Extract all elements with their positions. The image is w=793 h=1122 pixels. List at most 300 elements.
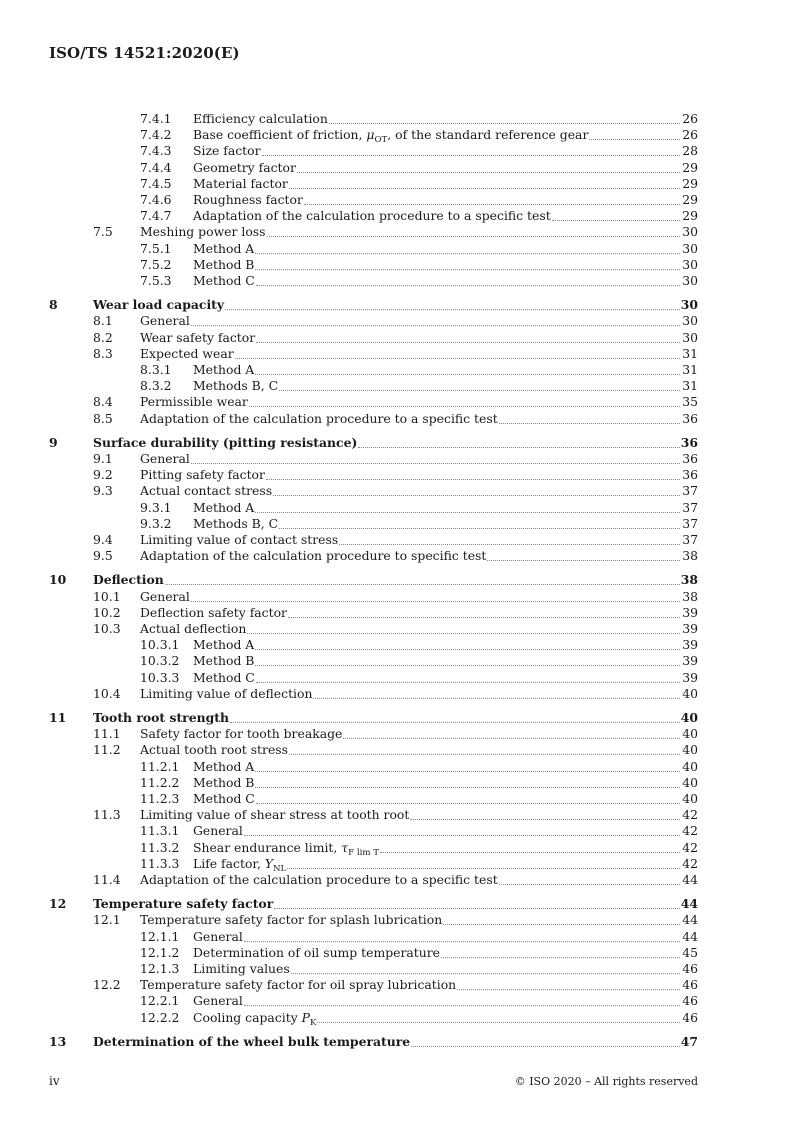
toc-entry-page: 30 [682, 240, 698, 256]
toc-entry-page: 37 [682, 483, 698, 499]
toc-clause-entry[interactable] [0, 572, 793, 588]
toc-entry-number: 10.1 [93, 588, 121, 604]
subscript-text: F lim T [348, 847, 379, 858]
toc-entry-title [140, 483, 272, 499]
toc-entry-page: 36 [682, 451, 698, 466]
toc-entry-title [140, 605, 287, 621]
toc-dot-leader [380, 851, 680, 853]
title-text: Method A [193, 240, 255, 256]
toc-entry-page: 39 [682, 669, 698, 685]
toc-entry-number: 7.4.6 [140, 192, 172, 207]
toc-entry-number: 7.4.7 [140, 208, 172, 224]
toc-entry-page: 30 [682, 313, 698, 329]
copyright-notice: © ISO 2020 – All rights reserved [514, 1075, 698, 1088]
symbol-text: τ [341, 839, 349, 855]
title-text: Determination of oil sump temperature [193, 944, 441, 960]
title-text: Pitting safety factor [140, 467, 265, 483]
title-text: General [140, 588, 190, 604]
toc-entry[interactable] [0, 993, 793, 1009]
toc-entry[interactable] [0, 856, 793, 872]
toc-dot-leader [191, 600, 680, 602]
title-text: Size factor [193, 143, 261, 159]
title-text: Temperature safety factor for oil spray lubrication [140, 977, 457, 993]
toc-dot-leader [313, 697, 680, 699]
toc-entry[interactable] [0, 872, 793, 888]
title-text: General [193, 823, 243, 839]
toc-entry-number: 10.4 [93, 685, 121, 701]
toc-entry-page: 35 [682, 394, 698, 410]
title-text: Shear endurance limit, [193, 839, 342, 855]
toc-entry-number: 9.2 [93, 467, 113, 483]
toc-entry-number: 9.3.2 [140, 515, 172, 531]
toc-entry-page: 31 [682, 362, 698, 377]
symbol-text: P [301, 1009, 310, 1025]
toc-entry-number: 8.2 [93, 329, 113, 345]
toc-entry[interactable] [0, 111, 793, 127]
title-text: Limiting value of deflection [140, 685, 313, 701]
title-text: General [193, 993, 243, 1009]
toc-entry[interactable] [0, 516, 793, 532]
toc-dot-leader [457, 988, 680, 990]
toc-entry[interactable] [0, 670, 793, 686]
toc-entry-number: 8.3 [93, 345, 113, 361]
toc-dot-leader [441, 956, 680, 958]
toc-dot-leader [225, 308, 680, 310]
toc-entry-page: 44 [682, 912, 698, 928]
toc-clause-entry[interactable] [0, 435, 793, 451]
title-text: Base coefficient of friction, [193, 127, 367, 143]
toc-entry-title [93, 297, 224, 313]
toc-entry-title [193, 160, 296, 176]
toc-entry-page: 42 [682, 807, 698, 823]
toc-entry-title [193, 993, 243, 1009]
toc-entry-number: 9.3.1 [140, 499, 172, 515]
toc-entry[interactable] [0, 945, 793, 961]
toc-entry-number: 11.2 [93, 742, 121, 758]
toc-entry-title [193, 208, 551, 224]
title-text: Permissible wear [140, 394, 248, 410]
toc-entry[interactable] [0, 143, 793, 159]
toc-entry-title [140, 394, 248, 410]
toc-entry-page: 42 [682, 839, 698, 855]
toc-entry-page: 40 [682, 685, 698, 701]
title-text: Method B [193, 653, 255, 669]
toc-entry[interactable] [0, 346, 793, 362]
toc-entry-number: 12.1.1 [140, 928, 180, 944]
toc-entry[interactable] [0, 362, 793, 378]
toc-dot-leader [289, 187, 680, 189]
toc-dot-leader [255, 511, 680, 513]
toc-entry-page: 28 [682, 143, 698, 159]
toc-dot-leader [244, 1004, 680, 1006]
toc-entry[interactable] [0, 1010, 793, 1026]
toc-entry-page: 42 [682, 855, 698, 871]
toc-entry-number: 11.1 [93, 726, 121, 742]
toc-entry-page: 46 [682, 977, 698, 993]
toc-entry[interactable] [0, 257, 793, 273]
toc-clause-entry[interactable] [0, 710, 793, 726]
toc-dot-leader [255, 648, 680, 650]
toc-entry-title [193, 653, 254, 669]
title-text: Safety factor for tooth breakage [140, 726, 343, 742]
toc-entry-number: 7.4.3 [140, 143, 172, 159]
title-text: Material factor [193, 175, 288, 191]
toc-entry-page: 29 [682, 159, 698, 175]
toc-clause-entry[interactable] [0, 297, 793, 313]
toc-entry-title [193, 823, 243, 839]
toc-entry-number: 10.3.1 [140, 637, 180, 653]
toc-entry-number: 12.2.2 [140, 1009, 180, 1025]
toc-entry-page: 31 [682, 378, 698, 394]
toc-entry-title [193, 945, 440, 961]
toc-entry-number: 11.2.2 [140, 774, 180, 790]
toc-entry[interactable] [0, 775, 793, 791]
title-text: Temperature safety factor [93, 896, 274, 912]
title-text: Expected wear [140, 345, 234, 361]
toc-dot-leader [499, 883, 680, 885]
toc-entry-title [193, 516, 278, 532]
toc-dot-leader [256, 284, 680, 286]
title-text: General [193, 928, 243, 944]
toc-entry-title [193, 759, 254, 775]
toc-entry-title [140, 224, 266, 240]
toc-dot-leader [247, 632, 680, 634]
toc-entry[interactable] [0, 929, 793, 945]
toc-entry-page: 40 [682, 726, 698, 742]
toc-entry-title [140, 548, 486, 564]
toc-entry[interactable] [0, 977, 793, 993]
toc-entry-page: 30 [682, 256, 698, 272]
toc-entry-number: 11.2.1 [140, 758, 180, 774]
toc-entry-number: 9.3 [93, 483, 113, 499]
toc-entry-page: 44 [682, 872, 698, 887]
toc-entry-page: 40 [682, 774, 698, 790]
toc-entry-title [193, 241, 254, 257]
toc-dot-leader [274, 907, 680, 909]
toc-entry-title [193, 111, 328, 127]
toc-entry-number: 8.4 [93, 394, 113, 410]
toc-entry-page: 38 [682, 588, 698, 604]
toc-entry-title [140, 742, 288, 758]
toc-entry-page: 39 [682, 637, 698, 653]
toc-entry-number: 11.3.3 [140, 855, 180, 871]
toc-entry-title [140, 532, 338, 548]
title-text: Surface durability (pitting resistance) [93, 434, 358, 450]
toc-entry[interactable] [0, 605, 793, 621]
title-text: Limiting values [193, 961, 290, 976]
title-text: Methods B, C [193, 378, 279, 394]
toc-dot-leader [279, 389, 680, 391]
toc-entry-title [193, 775, 254, 791]
toc-entry-number: 7.5.1 [140, 240, 172, 256]
toc-entry-page: 36 [680, 434, 698, 450]
toc-entry[interactable] [0, 726, 793, 742]
toc-entry-number: 9.1 [93, 451, 113, 466]
toc-entry-number: 12.1 [93, 912, 121, 928]
title-text: Adaptation of the calculation procedure to a specific test [140, 410, 498, 426]
toc-entry-number: 12.1.2 [140, 944, 180, 960]
title-text: General [140, 313, 190, 329]
toc-dot-leader [244, 834, 680, 836]
toc-entry[interactable] [0, 961, 793, 977]
toc-dot-leader [267, 235, 680, 237]
title-text: , of the standard reference gear [387, 127, 589, 143]
toc-entry-page: 29 [682, 175, 698, 191]
toc-entry[interactable] [0, 467, 793, 483]
toc-dot-leader [499, 422, 680, 424]
toc-dot-leader [443, 923, 680, 925]
toc-entry-number: 11 [49, 710, 67, 725]
title-text: Methods B, C [193, 515, 279, 531]
toc-entry-page: 40 [680, 710, 698, 725]
toc-dot-leader [165, 583, 680, 585]
toc-entry-title [140, 912, 442, 928]
subscript-text: OT [374, 135, 388, 146]
toc-entry-number: 10.3 [93, 621, 121, 636]
toc-entry[interactable] [0, 686, 793, 702]
toc-entry-number: 7.4.2 [140, 127, 172, 143]
title-text: Wear safety factor [140, 329, 256, 345]
toc-entry[interactable] [0, 483, 793, 499]
toc-entry[interactable] [0, 532, 793, 548]
title-text: Adaptation of the calculation procedure to specific test [140, 548, 487, 564]
toc-entry-page: 46 [682, 961, 698, 976]
toc-entry-number: 11.3.2 [140, 839, 180, 855]
toc-entry-number: 11.4 [93, 872, 121, 887]
toc-entry-title [140, 451, 190, 467]
toc-entry-title [193, 670, 255, 686]
symbol-text: μ [366, 127, 375, 143]
toc-entry-page: 30 [682, 224, 698, 240]
toc-entry-number: 9.5 [93, 548, 113, 564]
toc-dot-leader [411, 1045, 680, 1047]
toc-entry-page: 37 [682, 532, 698, 547]
toc-entry-title [193, 176, 288, 192]
toc-entry-number: 8.5 [93, 410, 113, 426]
toc-entry-page: 40 [682, 742, 698, 758]
toc-entry[interactable] [0, 791, 793, 807]
toc-entry-title [93, 572, 164, 588]
toc-entry-page: 39 [682, 621, 698, 636]
toc-dot-leader [552, 219, 680, 221]
toc-entry-title [140, 411, 498, 427]
toc-entry-title [93, 710, 229, 726]
toc-entry-number: 10.2 [93, 604, 121, 620]
title-text: Method C [193, 669, 255, 685]
toc-dot-leader [329, 122, 680, 124]
title-text: Tooth root strength [93, 710, 229, 725]
toc-entry-number: 8.3.1 [140, 362, 172, 377]
toc-entry-page: 39 [682, 604, 698, 620]
toc-entry-title [193, 362, 254, 378]
toc-dot-leader [249, 405, 680, 407]
toc-entry[interactable] [0, 273, 793, 289]
toc-dot-leader [291, 972, 680, 974]
title-text: Method A [193, 362, 255, 377]
title-text: Adaptation of the calculation procedure to a specific test [140, 872, 498, 887]
toc-entry[interactable] [0, 127, 793, 146]
toc-entry-page: 37 [682, 499, 698, 515]
toc-entry-title [140, 686, 312, 702]
toc-entry[interactable] [0, 621, 793, 637]
toc-entry-title [140, 589, 190, 605]
toc-entry[interactable] [0, 411, 793, 427]
toc-entry-number: 13 [49, 1033, 67, 1049]
toc-entry-page: 45 [682, 944, 698, 960]
title-text: Temperature safety factor for splash lubrication [140, 912, 443, 928]
title-text: Determination of the wheel bulk temperature [93, 1033, 411, 1049]
toc-entry[interactable] [0, 451, 793, 467]
title-text: Method C [193, 273, 255, 288]
toc-entry-title [193, 500, 254, 516]
toc-entry-page: 36 [682, 410, 698, 426]
toc-entry-page: 26 [682, 111, 698, 126]
toc-entry-page: 29 [682, 192, 698, 207]
toc-entry-page: 38 [682, 548, 698, 564]
toc-dot-leader [255, 373, 680, 375]
toc-entry[interactable] [0, 176, 793, 192]
toc-entry-title [193, 257, 254, 273]
title-text: Deflection [93, 572, 164, 588]
toc-dot-leader [256, 681, 680, 683]
toc-entry-number: 9 [49, 434, 58, 450]
toc-entry-number: 7.4.5 [140, 175, 172, 191]
toc-entry-page: 26 [682, 127, 698, 143]
title-text: Method B [193, 774, 255, 790]
toc-entry-number: 7.4.4 [140, 159, 172, 175]
toc-entry-page: 39 [682, 653, 698, 669]
toc-entry-number: 9.4 [93, 532, 113, 547]
title-text: Method C [193, 791, 255, 806]
title-text: Roughness factor [193, 192, 303, 207]
toc-entry-title [193, 143, 261, 159]
toc-entry[interactable] [0, 500, 793, 516]
toc-dot-leader [273, 494, 680, 496]
toc-entry[interactable] [0, 807, 793, 823]
toc-entry[interactable] [0, 840, 793, 856]
toc-entry-title [193, 273, 255, 289]
toc-entry[interactable] [0, 224, 793, 240]
toc-dot-leader [255, 268, 680, 270]
toc-entry-number: 11.3 [93, 807, 121, 823]
toc-entry-title [140, 467, 265, 483]
toc-entry-number: 11.3.1 [140, 823, 180, 839]
toc-entry[interactable] [0, 241, 793, 257]
toc-entry-page: 44 [680, 896, 698, 912]
toc-entry[interactable] [0, 742, 793, 758]
title-text: Actual tooth root stress [140, 742, 289, 758]
toc-entry[interactable] [0, 394, 793, 410]
toc-entry-page: 42 [682, 823, 698, 839]
toc-entry-number: 8 [49, 297, 58, 313]
toc-clause-entry[interactable] [0, 896, 793, 912]
toc-entry-title [140, 872, 498, 888]
toc-entry-page: 46 [682, 1009, 698, 1025]
title-text: Limiting value of shear stress at tooth root [140, 807, 410, 823]
title-text: Life factor, [193, 855, 265, 871]
symbol-text: Y [264, 855, 274, 871]
toc-entry[interactable] [0, 192, 793, 208]
toc-entry[interactable] [0, 160, 793, 176]
toc-dot-leader [297, 171, 680, 173]
title-text: Adaptation of the calculation procedure to a specific test [193, 208, 551, 224]
toc-entry-page: 31 [682, 345, 698, 361]
toc-entry[interactable] [0, 548, 793, 564]
toc-dot-leader [262, 154, 680, 156]
subscript-text: K [310, 1017, 317, 1028]
toc-entry-title [140, 621, 246, 637]
toc-entry-page: 44 [682, 928, 698, 944]
toc-dot-leader [339, 543, 680, 545]
title-text: Limiting value of contact stress [140, 532, 339, 547]
toc-entry-number: 7.5.2 [140, 256, 172, 272]
toc-entry-title [193, 192, 303, 208]
title-text: Method A [193, 758, 255, 774]
toc-entry-page: 40 [682, 791, 698, 806]
toc-dot-leader [343, 737, 680, 739]
toc-entry-page: 30 [682, 329, 698, 345]
toc-entry[interactable] [0, 208, 793, 224]
title-text: Actual deflection [140, 621, 247, 636]
toc-dot-leader [235, 357, 680, 359]
toc-dot-leader [410, 818, 680, 820]
toc-entry[interactable] [0, 912, 793, 928]
toc-entry[interactable] [0, 313, 793, 329]
toc-dot-leader [255, 252, 680, 254]
toc-entry-number: 7.4.1 [140, 111, 172, 126]
toc-dot-leader [304, 203, 680, 205]
toc-dot-leader [287, 867, 680, 869]
toc-entry-number: 11.2.3 [140, 791, 180, 806]
toc-entry[interactable] [0, 759, 793, 775]
toc-dot-leader [255, 664, 680, 666]
toc-dot-leader [255, 770, 680, 772]
toc-dot-leader [358, 446, 680, 448]
document-header: ISO/TS 14521:2020(E) [49, 44, 240, 62]
toc-dot-leader [230, 721, 680, 723]
toc-entry[interactable] [0, 378, 793, 394]
toc-entry-number: 7.5 [93, 224, 113, 240]
toc-entry[interactable] [0, 637, 793, 653]
title-text: Cooling capacity [193, 1009, 302, 1025]
toc-entry-page: 38 [680, 572, 698, 588]
toc-entry-number: 12.1.3 [140, 961, 180, 976]
title-text: Wear load capacity [93, 297, 225, 313]
toc-entry[interactable] [0, 823, 793, 839]
toc-dot-leader [266, 478, 680, 480]
toc-clause-entry[interactable] [0, 1034, 793, 1050]
toc-dot-leader [244, 940, 680, 942]
toc-entry-title [140, 807, 409, 823]
toc-entry-title [140, 346, 234, 362]
title-text: Method B [193, 256, 255, 272]
toc-dot-leader [279, 527, 680, 529]
toc-entry-title [140, 330, 255, 346]
toc-entry[interactable] [0, 653, 793, 669]
title-text: Geometry factor [193, 159, 296, 175]
toc-entry[interactable] [0, 589, 793, 605]
toc-dot-leader [589, 138, 680, 140]
toc-entry[interactable] [0, 330, 793, 346]
toc-entry-title [93, 435, 357, 451]
toc-entry-title [193, 1010, 316, 1028]
toc-entry-title [140, 977, 456, 993]
toc-entry-number: 8.3.2 [140, 378, 172, 394]
toc-dot-leader [317, 1021, 680, 1023]
title-text: Method A [193, 499, 255, 515]
toc-entry-title [193, 791, 255, 807]
toc-dot-leader [255, 786, 680, 788]
